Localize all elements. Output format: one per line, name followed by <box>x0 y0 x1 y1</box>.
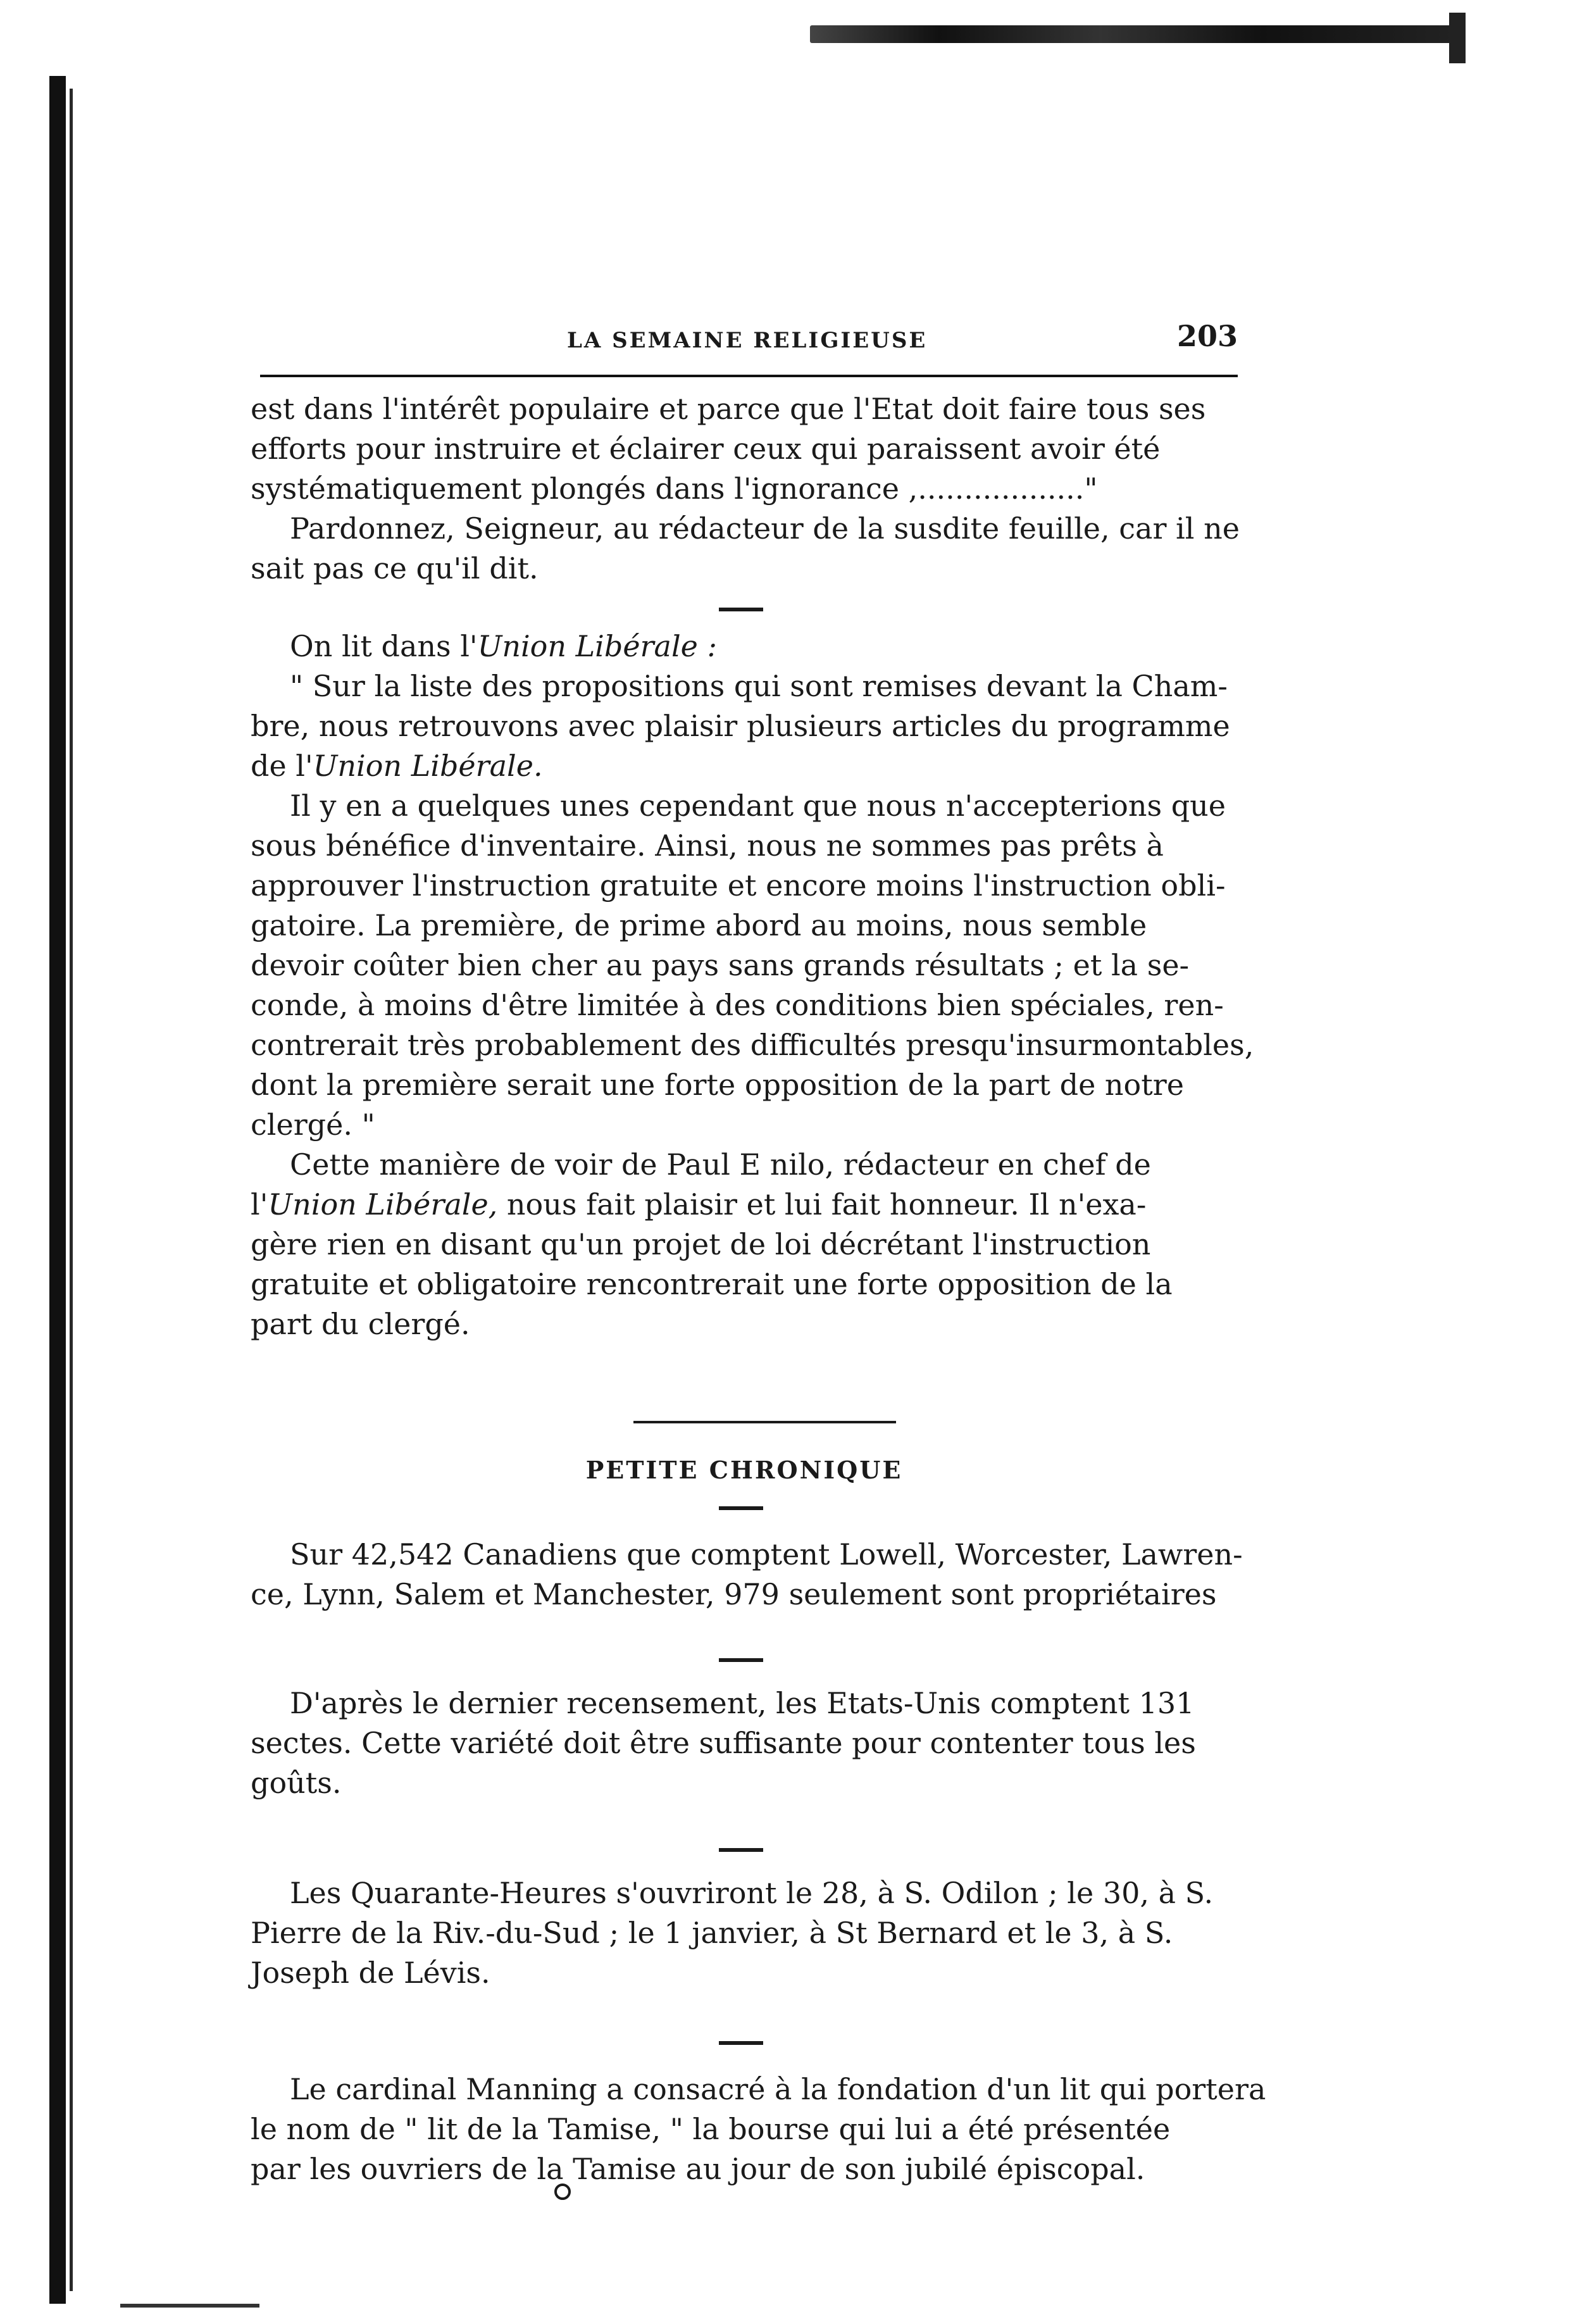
quote-line: dont la première serait une forte opposition de la part de notre <box>251 1068 1184 1102</box>
chronicle-item <box>251 2070 1266 2189</box>
quote-line: sous bénéfice d'inventaire. Ainsi, nous ne sommes pas prêts à <box>251 828 1164 863</box>
end-ornament <box>554 2183 571 2200</box>
comment-line <box>251 1185 1238 1225</box>
quote-line: Il y en a quelques unes cependant que nous n'accepterions que <box>290 789 1226 823</box>
chronicle-item <box>251 1684 1238 1803</box>
text-line: Pardonnez, Seigneur, au rédacteur de la susdite feuille, car il ne <box>290 511 1240 546</box>
text-line: efforts pour instruire et éclairer ceux qui paraissent avoir été <box>251 432 1161 466</box>
comment-line: part du clergé. <box>251 1307 470 1341</box>
quote-end-prefix: de l' <box>251 749 313 783</box>
text-line: le nom de " lit de la Tamise, " la bourse qui lui a été présentée <box>251 2112 1171 2146</box>
text-line: goûts. <box>251 1766 342 1800</box>
text-line: D'après le dernier recensement, les Etats-Unis comptent 131 <box>290 1686 1195 1720</box>
text-line: par les ouvriers de la Tamise au jour de son jubilé épiscopal. <box>251 2152 1145 2186</box>
quote-line <box>251 746 1238 786</box>
scan-artifact-bottom <box>120 2304 259 2308</box>
page-header <box>251 316 1238 361</box>
text-line: Le cardinal Manning a consacré à la fondation d'un lit qui portera <box>290 2072 1266 2106</box>
comment-line: gère rien en disant qu'un projet de loi décrétant l'instruction <box>251 1227 1151 1261</box>
book-page <box>251 316 1266 2186</box>
quote-line: bre, nous retrouvons avec plaisir plusieurs articles du programme <box>251 709 1230 743</box>
scan-artifact-binding-edge <box>70 89 73 2291</box>
quote-line: approuver l'instruction gratuite et encore moins l'instruction obli- <box>251 868 1226 903</box>
publication-title: Union Libérale, <box>268 1187 498 1221</box>
quote-line: conde, à moins d'être limitée à des conditions bien spéciales, ren- <box>251 988 1224 1022</box>
text-line: ce, Lynn, Salem et Manchester, 979 seulement sont propriétaires <box>251 1577 1217 1611</box>
text-line: Sur 42,542 Canadiens que comptent Lowell, Worcester, Lawren- <box>290 1537 1243 1571</box>
header-rule <box>260 375 1238 377</box>
scan-artifact-top <box>810 25 1455 43</box>
chronicle-item <box>251 1535 1243 1615</box>
comment-line: Cette manière de voir de Paul E nilo, rédacteur en chef de <box>290 1147 1151 1182</box>
text-line: Joseph de Lévis. <box>251 1956 490 1990</box>
comment-line: gratuite et obligatoire rencontrerait une forte opposition de la <box>251 1267 1173 1301</box>
chronicle-item <box>251 1873 1238 1993</box>
running-head: LA SEMAINE RELIGIEUSE <box>567 328 928 353</box>
quote-line: gatoire. La première, de prime abord au moins, nous semble <box>251 908 1147 942</box>
scan-artifact-top-right <box>1449 13 1466 63</box>
comment-rest: nous fait plaisir et lui fait honneur. Il n'exa- <box>497 1187 1147 1221</box>
text-line: Les Quarante-Heures s'ouvriront le 28, à S. Odilon ; le 30, à S. <box>290 1876 1214 1910</box>
publication-title: Union Libérale. <box>313 749 543 783</box>
section-rule <box>633 1421 896 1423</box>
union-liberale-article <box>251 627 1254 1344</box>
section-divider <box>719 1506 763 1510</box>
item-divider <box>719 1848 763 1852</box>
quote-line: " Sur la liste des propositions qui sont remises devant la Cham- <box>290 669 1228 703</box>
quote-line: contrerait très probablement des difficultés presqu'insurmontables, <box>251 1028 1254 1062</box>
section-title: PETITE CHRONIQUE <box>585 1456 903 1484</box>
comment-prefix: l' <box>251 1187 268 1221</box>
quote-line: clergé. " <box>251 1108 375 1142</box>
section-divider <box>719 608 763 611</box>
quote-line: devoir coûter bien cher au pays sans grands résultats ; et la se- <box>251 948 1190 982</box>
continued-paragraph <box>251 389 1238 589</box>
item-divider <box>719 1658 763 1662</box>
item-divider <box>719 2041 763 2045</box>
page-number: 203 <box>1176 319 1238 353</box>
intro-text: On lit dans l' <box>290 629 478 663</box>
text-line: sait pas ce qu'il dit. <box>251 551 539 585</box>
text-line: Pierre de la Riv.-du-Sud ; le 1 janvier, à St Bernard et le 3, à S. <box>251 1916 1173 1950</box>
scan-artifact-binding <box>49 76 66 2304</box>
text-line: est dans l'intérêt populaire et parce que l'Etat doit faire tous ses <box>251 392 1206 426</box>
intro-line <box>251 627 1238 666</box>
text-line: systématiquement plongés dans l'ignorance ,.................." <box>251 472 1098 506</box>
publication-title: Union Libérale : <box>477 629 718 663</box>
text-line: sectes. Cette variété doit être suffisante pour contenter tous les <box>251 1726 1196 1760</box>
